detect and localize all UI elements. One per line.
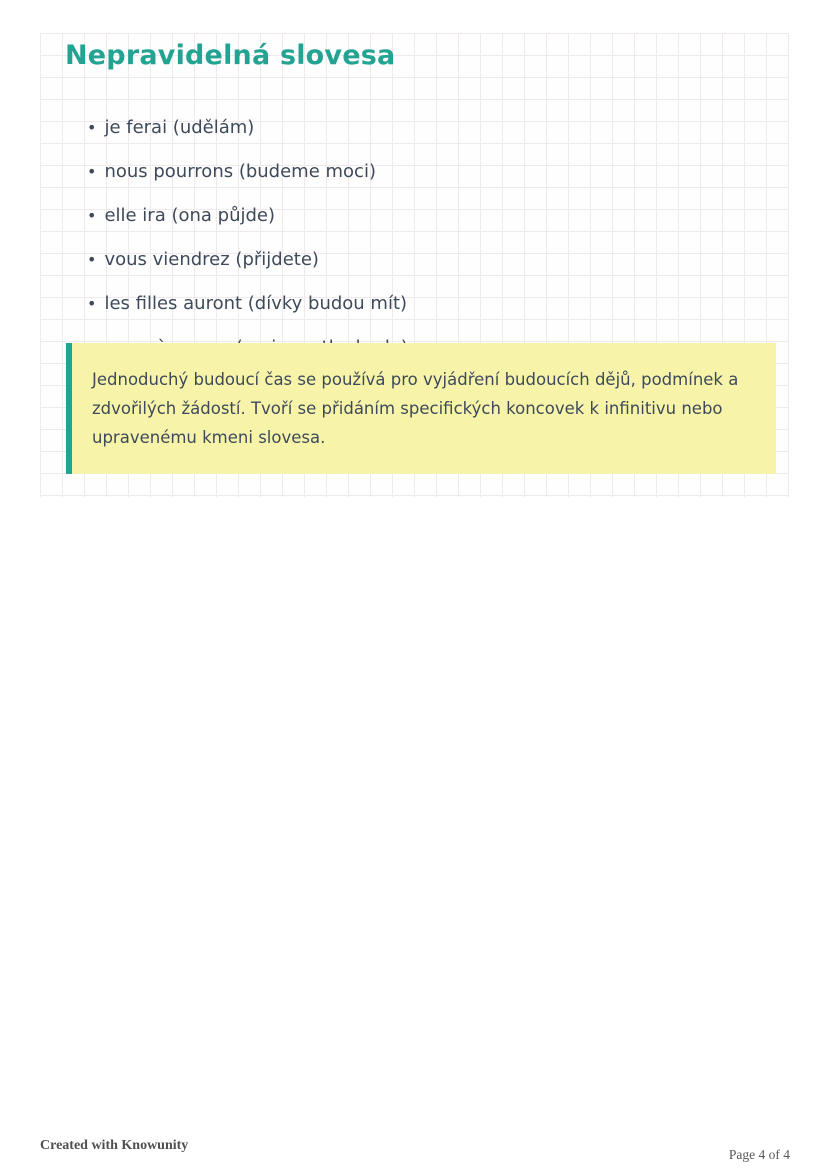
- summary-callout-text: Jednoduchý budoucí čas se používá pro vyjádření budoucích dějů, podmínek a zdvořilých žádostí. Tvoří se přidáním specifických koncovek k infinitivu nebo upravenému kmeni slovesa.: [92, 370, 739, 447]
- bullet-glyph: •: [87, 206, 97, 225]
- verb-text: elle ira (ona půjde): [104, 205, 276, 226]
- page-title: Nepravidelná slovesa: [65, 40, 396, 71]
- verb-list-item: [87, 161, 408, 205]
- verb-list-item: [87, 117, 408, 161]
- verb-text: je ferai (udělám): [104, 117, 255, 138]
- verb-list-item: [87, 249, 408, 293]
- bullet-glyph: •: [87, 250, 97, 269]
- verb-text: les filles auront (dívky budou mít): [104, 293, 408, 314]
- footer-branding: Created with Knowunity: [40, 1138, 189, 1153]
- verb-text: vous viendrez (přijdete): [104, 249, 319, 270]
- footer-page-number: Page 4 of 4: [728, 1147, 790, 1162]
- verb-list: [87, 117, 408, 381]
- summary-callout: [66, 343, 776, 474]
- bullet-glyph: •: [87, 294, 97, 313]
- bullet-glyph: •: [87, 162, 97, 181]
- verb-list-item: [87, 205, 408, 249]
- verb-list-item: [87, 293, 408, 337]
- bullet-glyph: •: [87, 118, 97, 137]
- verb-text: nous pourrons (budeme moci): [104, 161, 376, 182]
- grid-paper-section: [40, 33, 789, 497]
